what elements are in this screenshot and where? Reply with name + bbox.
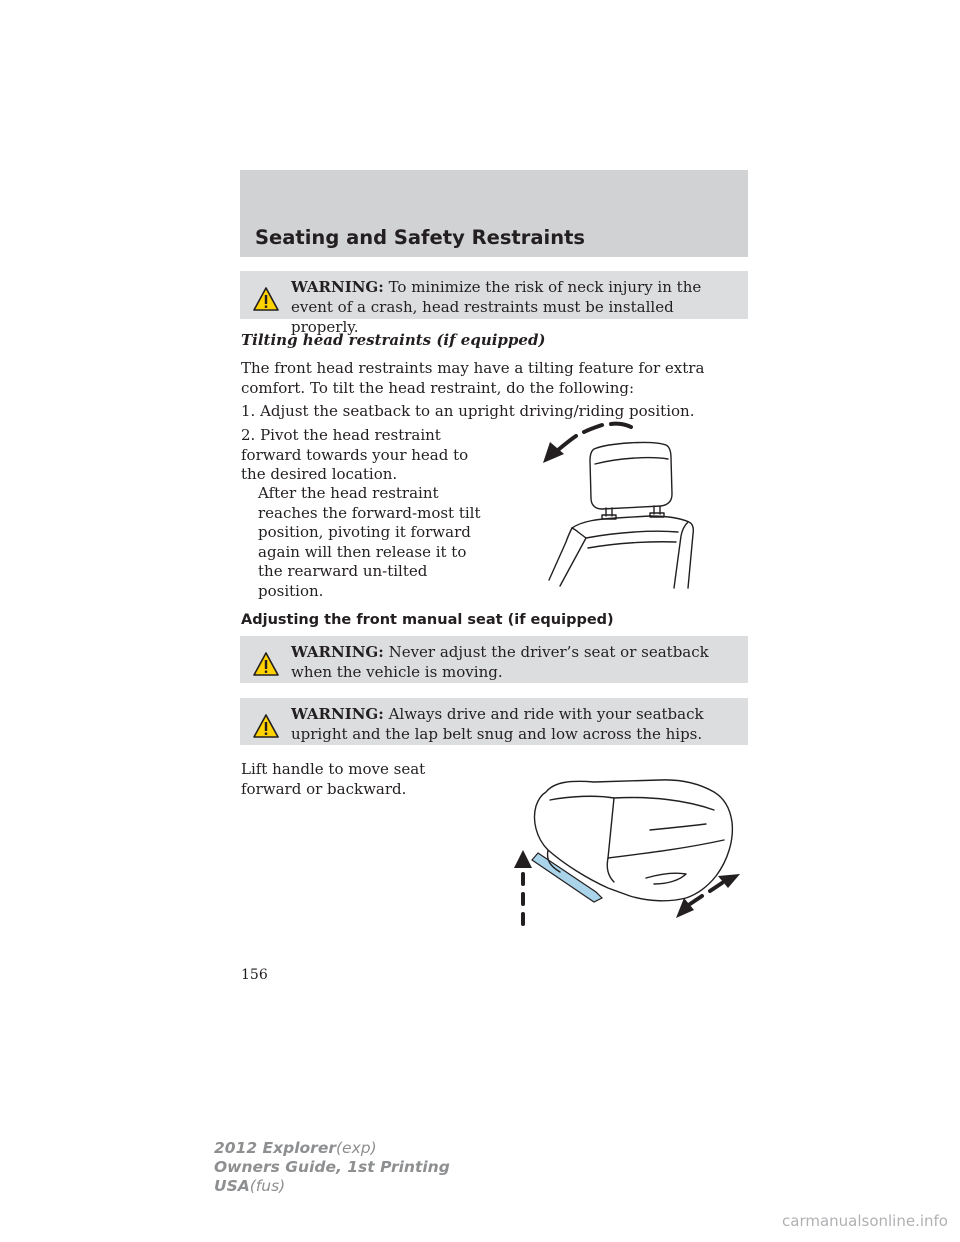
footer-model-code: (exp): [335, 1139, 377, 1157]
footer-market-code: (fus): [249, 1177, 286, 1195]
step-1: 1. Adjust the seatback to an upright driving/riding position.: [241, 402, 695, 420]
head-restraint-illustration: [538, 418, 738, 590]
warning-box: [240, 698, 748, 745]
section-header: [240, 170, 748, 257]
manual-seat-heading: Adjusting the front manual seat (if equipped): [241, 612, 614, 628]
warning-label: WARNING:: [291, 278, 384, 296]
warning-triangle-icon: [253, 714, 279, 738]
tilting-heading: Tilting head restraints (if equipped): [241, 331, 546, 349]
warning-label: WARNING:: [291, 705, 384, 723]
manual-seat-illustration: [510, 770, 750, 930]
footer-market: USA: [214, 1177, 250, 1195]
warning-label: WARNING:: [291, 643, 384, 661]
footer-guide: Owners Guide, 1st Printing: [214, 1158, 450, 1176]
warning-body: Always drive and ride with your seatback upright and the lap belt snug and low across the hips.: [291, 705, 704, 743]
warning-body: To minimize the risk of neck injury in the event of a crash, head restraints must be installed properly.: [291, 278, 702, 336]
warning-text: [291, 704, 739, 744]
page-number: 156: [241, 967, 268, 983]
tilting-intro: The front head restraints may have a tilting feature for extra comfort. To tilt the head restraint, do the following:: [241, 359, 705, 397]
footer-model: 2012 Explorer: [214, 1139, 336, 1157]
warning-triangle-icon: [253, 287, 279, 311]
warning-text: [291, 277, 739, 337]
warning-body: Never adjust the driver’s seat or seatback when the vehicle is moving.: [291, 643, 709, 681]
footer-line: [214, 1177, 450, 1196]
warning-box: [240, 636, 748, 683]
section-title: Seating and Safety Restraints: [255, 226, 586, 249]
footer-line: [214, 1139, 450, 1158]
step-2: 2. Pivot the head restraint forward towards your head to the desired location.: [241, 426, 469, 483]
step-2-note: After the head restraint reaches the forward-most tilt position, pivoting it forward again will then release it to the rearward un-tilted position.: [258, 484, 481, 600]
watermark: carmanualsonline.info: [782, 1212, 948, 1230]
warning-box: [240, 271, 748, 336]
footer: [214, 1139, 450, 1196]
warning-triangle-icon: [253, 652, 279, 676]
manual-seat-instruction: Lift handle to move seat forward or backward.: [241, 760, 426, 798]
warning-text: [291, 642, 739, 682]
